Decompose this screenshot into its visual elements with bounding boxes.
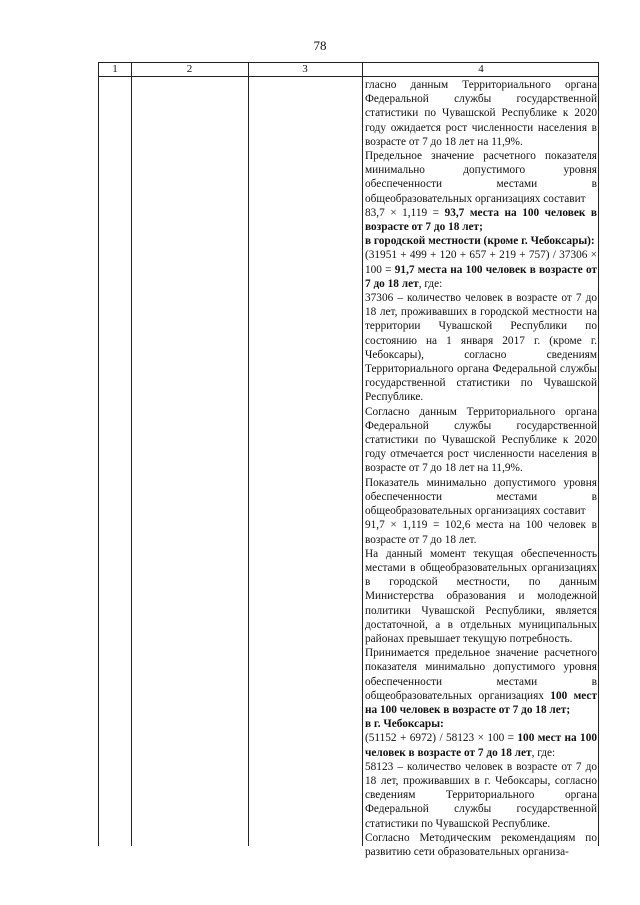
paragraph-text: 91,7 × 1,119 = 102,6 места на 100 человек в возрасте от 7 до 18 лет. [365, 519, 597, 546]
paragraph-emphasis: 100 мест на 100 человек в возрасте от 7 до 18 лет; [365, 689, 597, 716]
paragraph [365, 405, 597, 476]
header-col-1: 1 [112, 63, 118, 75]
paragraph [365, 646, 597, 717]
paragraph-text: Показатель минимально допустимого уровня обеспеченности местами в общеобразовательных организациях составит [365, 476, 597, 518]
paragraph-text: гласно данным Территориального органа Федеральной службы государственной статистики по Чувашской Республике к 2020 году ожидается рост численности населения в возрасте от 7 до 18 лет на 11,9%. [365, 79, 597, 148]
paragraph-text: 58123 – количество человек в возрасте от 7 до 18 лет, проживавших в г. Чебоксары, согласно сведениям Территориального органа Федеральной службы государственной статистики по Чувашской Республике. [365, 760, 597, 830]
paragraph [365, 731, 597, 759]
paragraph-text: 83,7 × 1,119 = [365, 206, 445, 219]
column-divider [248, 63, 249, 846]
paragraph [365, 248, 597, 291]
header-col-4: 4 [478, 63, 484, 75]
paragraph-text: Предельное значение расчетного показателя минимально допустимого уровня обеспеченности местами в общеобразовательных организациях составит [365, 150, 597, 205]
paragraph-text: в г. Чебоксары: [365, 718, 444, 731]
paragraph [365, 547, 597, 646]
paragraph-text: Согласно Методическим рекомендациям по развитию сети образовательных организа- [365, 831, 597, 858]
table-header-row [99, 63, 598, 77]
paragraph [365, 476, 597, 519]
paragraph-text: 37306 – количество человек в возрасте от 7 до 18 лет, проживавших в городской местности на территории Чувашской Республики по состоянию на 1 января 2017 г. (кроме г. Чебоксары), согласно сведениям Территориального органа Федеральной службы государственной статистики по Чувашской Республике. [365, 292, 597, 404]
paragraph-text: На данный момент текущая обеспеченность местами в общеобразовательных организациях в городской местности, по данным Министерства образования и молодежной политики Чувашской Республики, является достаточной, а в отдельных муниципальных районах превышает текущую потребность. [365, 547, 597, 645]
document-table [98, 62, 599, 858]
column-divider [131, 63, 132, 846]
paragraph [365, 518, 597, 546]
paragraph [365, 78, 597, 149]
paragraph [365, 831, 597, 859]
header-col-2: 2 [186, 63, 193, 75]
paragraph-text: (51152 + 6972) / 58123 × 100 = [365, 732, 518, 745]
paragraph-emphasis: 91,7 места на 100 человек в возрасте от 7 до 18 лет [365, 263, 598, 290]
page-number: 78 [313, 38, 327, 53]
paragraph [365, 149, 597, 206]
paragraph-suffix: , где: [531, 746, 556, 759]
paragraph-emphasis: 93,7 места на 100 человек в возрасте от 7 до 18 лет; [365, 206, 597, 234]
column-4-content [365, 78, 597, 859]
paragraph-text: в городской местности (кроме г. Чебоксары): [365, 235, 595, 248]
paragraph-text: Принимается предельное значение расчетного показателя минимально допустимого уровня обеспеченности местами в общеобразовательных организациях [365, 647, 597, 702]
paragraph [365, 234, 597, 248]
paragraph [365, 206, 597, 234]
column-divider [362, 63, 363, 846]
paragraph [365, 291, 597, 405]
paragraph-text: Согласно данным Территориального органа Федеральной службы государственной статистики по Чувашской Республике к 2020 году отмечается рост численности населения в возрасте от 7 до 18 лет на 11,9%. [365, 405, 597, 475]
paragraph [365, 717, 597, 731]
paragraph-emphasis: 100 мест на 100 человек в возрасте от 7 до 18 лет [365, 732, 597, 759]
paragraph-suffix: , где: [418, 277, 443, 290]
header-col-3: 3 [302, 63, 308, 75]
paragraph-text: (31951 + 499 + 120 + 657 + 219 + 757) / 37306 × 100 = [365, 249, 597, 276]
paragraph [365, 760, 597, 831]
